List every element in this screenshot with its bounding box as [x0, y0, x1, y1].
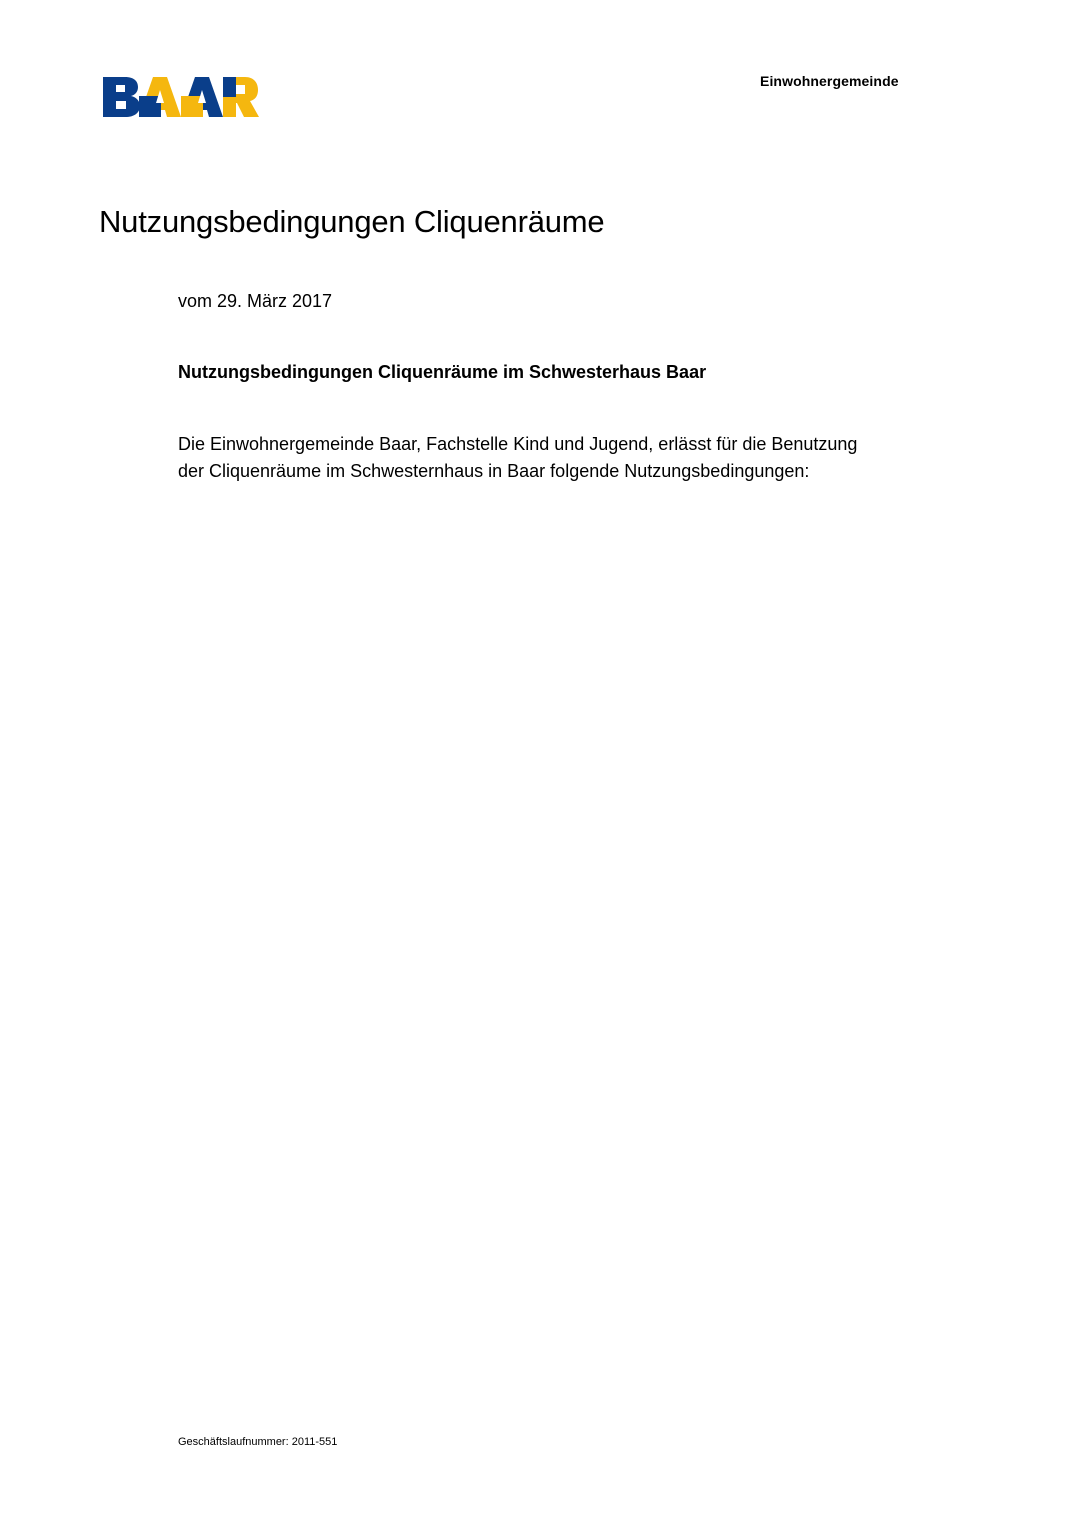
document-title: Nutzungsbedingungen Cliquenräume: [99, 204, 605, 239]
intro-line: der Cliquenräume im Schwesternhaus in Baar folgende Nutzungsbedingungen:: [178, 461, 810, 481]
organization-name: Einwohnergemeinde: [760, 73, 899, 89]
intro-line: Die Einwohnergemeinde Baar, Fachstelle Kind und Jugend, erlässt für die Benutzung: [178, 434, 858, 454]
footer-reference-number: Geschäftslaufnummer: 2011-551: [178, 1436, 338, 1448]
baar-logo: [103, 77, 259, 117]
document-date: vom 29. März 2017: [178, 291, 333, 311]
document-subtitle: Nutzungsbedingungen Cliquenräume im Schwesterhaus Baar: [178, 362, 707, 382]
intro-paragraph: [178, 431, 938, 485]
